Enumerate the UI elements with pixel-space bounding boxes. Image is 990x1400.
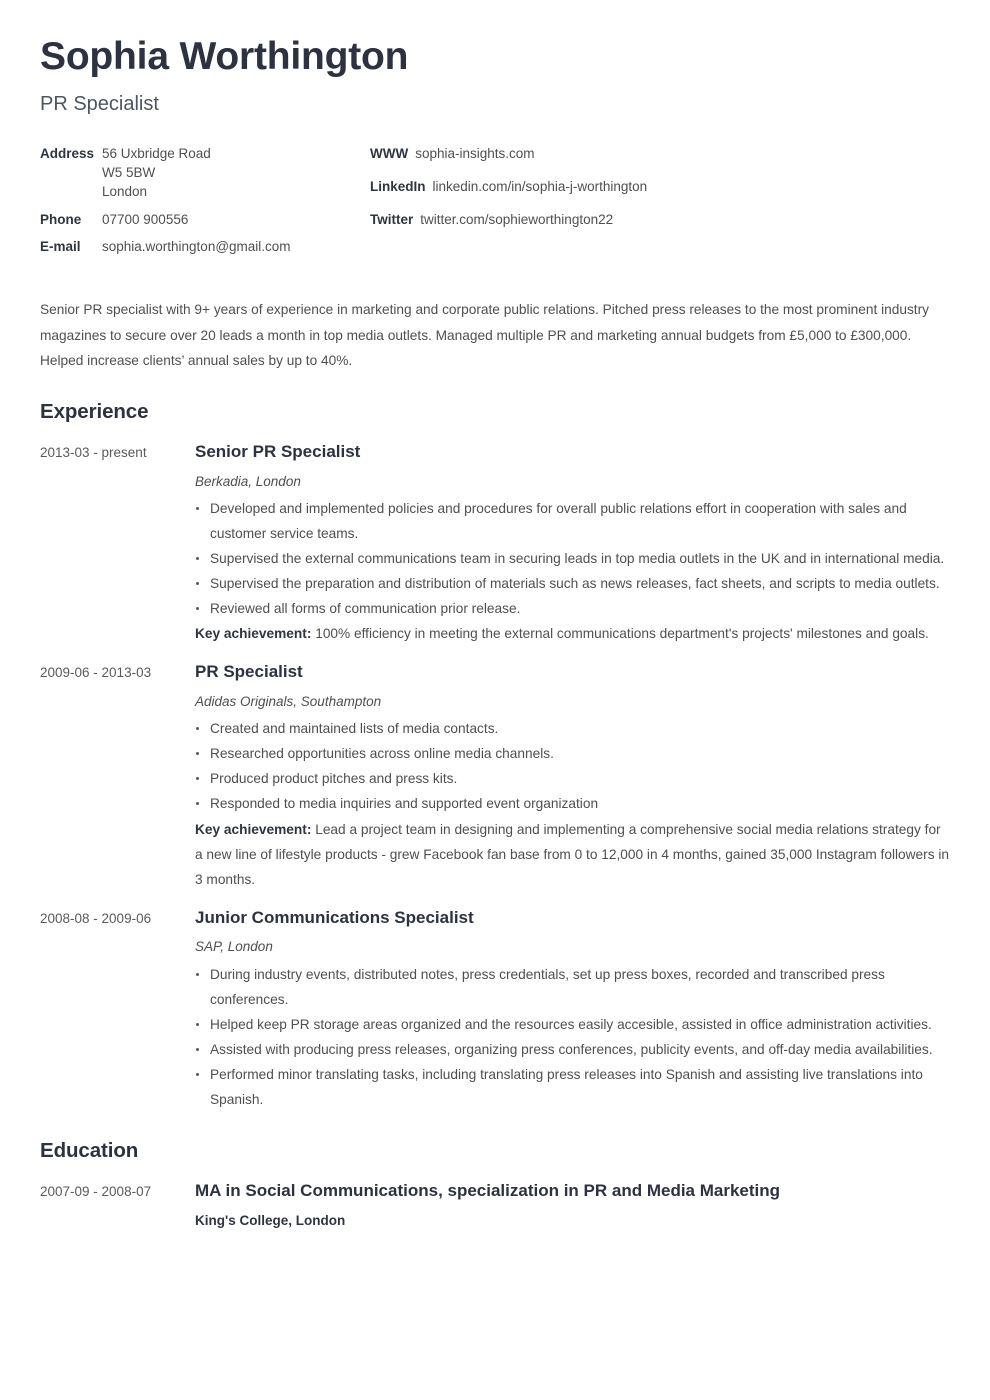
experience-entry-role: PR Specialist	[195, 662, 303, 682]
experience-bullet: Developed and implemented policies and procedures for overall public relations effort in cooperation with sales and customer service teams.	[195, 496, 950, 546]
linkedin-value[interactable]: linkedin.com/in/sophia-j-worthington	[432, 178, 648, 194]
experience-bullet-list	[195, 716, 950, 816]
education-section-title: Education	[40, 1138, 139, 1162]
education-entry	[40, 1180, 950, 1230]
experience-bullet: Supervised the external communications team in securing leads in top media outlets in the UK and in international media.	[195, 546, 950, 571]
contact-row-email	[40, 239, 370, 256]
experience-entry	[40, 441, 950, 646]
candidate-name: Sophia Worthington	[40, 35, 409, 78]
experience-bullet: Researched opportunities across online media channels.	[195, 741, 950, 766]
experience-bullet: Supervised the preparation and distribution of materials such as news releases, fact sheets, and scripts to media outlets.	[195, 571, 950, 596]
key-achievement-text: 100% efficiency in meeting the external communications department's projects' milestones and goals.	[311, 626, 929, 642]
www-label: WWW	[370, 145, 409, 161]
experience-key-achievement	[195, 621, 950, 646]
experience-bullet: Assisted with producing press releases, organizing press conferences, publicity events, and off-day media availabilities.	[195, 1037, 950, 1062]
experience-bullet: Helped keep PR storage areas organized and the resources easily accesible, assisted in office administration activities.	[195, 1012, 950, 1037]
contact-column-left	[40, 146, 370, 267]
contact-details	[40, 146, 950, 267]
experience-entry-dates: 2008-08 - 2009-06	[40, 910, 152, 926]
key-achievement-label: Key achievement:	[195, 821, 312, 837]
address-line-2: W5 5BW	[102, 164, 156, 180]
candidate-job-title: PR Specialist	[40, 92, 159, 115]
education-section	[40, 1139, 950, 1230]
email-value[interactable]: sophia.worthington@gmail.com	[102, 239, 291, 255]
www-value[interactable]: sophia-insights.com	[415, 145, 535, 161]
experience-bullet: Produced product pitches and press kits.	[195, 766, 950, 791]
professional-summary: Senior PR specialist with 9+ years of experience in marketing and corporate public relations. Pitched press releases to the most prominent industry magazines to secure over 20 leads a month in top media outlets. Managed multiple PR and marketing annual budgets from £5,000 to £300,000. Helped increase clients’ annual sales by up to 40%.	[40, 302, 929, 368]
education-entry-school: King's College, London	[195, 1213, 346, 1229]
education-entry-dates: 2007-09 - 2008-07	[40, 1183, 152, 1199]
email-label: E-mail	[40, 239, 81, 255]
address-line-3: London	[102, 183, 148, 199]
experience-entry	[40, 661, 950, 891]
twitter-value[interactable]: twitter.com/sophieworthington22	[420, 211, 614, 227]
experience-section	[40, 400, 950, 1112]
experience-entry-dates: 2013-03 - present	[40, 445, 147, 461]
experience-bullet-list	[195, 496, 950, 621]
experience-entry-body	[195, 907, 950, 1112]
experience-entry-role: Junior Communications Specialist	[195, 907, 474, 927]
education-entry-degree: MA in Social Communications, specialization in PR and Media Marketing	[195, 1180, 781, 1200]
phone-value[interactable]: 07700 900556	[102, 211, 189, 227]
experience-key-achievement	[195, 817, 950, 892]
address-label: Address	[40, 145, 95, 161]
phone-label: Phone	[40, 211, 82, 227]
education-entry-body	[195, 1180, 950, 1230]
education-entry-list	[40, 1180, 950, 1230]
linkedin-label: LinkedIn	[370, 178, 426, 194]
experience-section-title: Experience	[40, 400, 149, 424]
experience-entry	[40, 907, 950, 1112]
contact-row-www	[370, 146, 950, 163]
experience-entry-organization: SAP, London	[195, 938, 273, 954]
twitter-label: Twitter	[370, 211, 414, 227]
experience-entry-organization: Adidas Originals, Southampton	[195, 693, 382, 709]
contact-column-right	[370, 146, 950, 267]
experience-bullet: Responded to media inquiries and supported event organization	[195, 791, 950, 816]
contact-row-phone	[40, 212, 370, 229]
experience-entry-dates: 2009-06 - 2013-03	[40, 665, 152, 681]
experience-bullet: Created and maintained lists of media contacts.	[195, 716, 950, 741]
experience-entry-organization: Berkadia, London	[195, 473, 301, 489]
experience-bullet: Reviewed all forms of communication prior release.	[195, 596, 950, 621]
key-achievement-label: Key achievement:	[195, 626, 312, 642]
contact-row-twitter	[370, 212, 950, 229]
experience-bullet: Performed minor translating tasks, including translating press releases into Spanish and assisting live translations into Spanish.	[195, 1062, 950, 1112]
experience-bullet-list	[195, 962, 950, 1112]
key-achievement-text: Lead a project team in designing and implementing a comprehensive social media relations strategy for a new line of lifestyle products - grew Facebook fan base from 0 to 12,000 in 4 months, gained 35,000 Instagram followers in 3 months.	[195, 821, 949, 887]
experience-entry-body	[195, 441, 950, 646]
contact-row-address	[40, 146, 370, 163]
experience-entry-list	[40, 441, 950, 1112]
experience-entry-role: Senior PR Specialist	[195, 442, 361, 462]
experience-bullet: During industry events, distributed notes, press credentials, set up press boxes, recorded and transcribed press conferences.	[195, 962, 950, 1012]
contact-row-linkedin	[370, 179, 950, 196]
experience-entry-body	[195, 661, 950, 891]
address-line-1: 56 Uxbridge Road	[102, 145, 211, 161]
